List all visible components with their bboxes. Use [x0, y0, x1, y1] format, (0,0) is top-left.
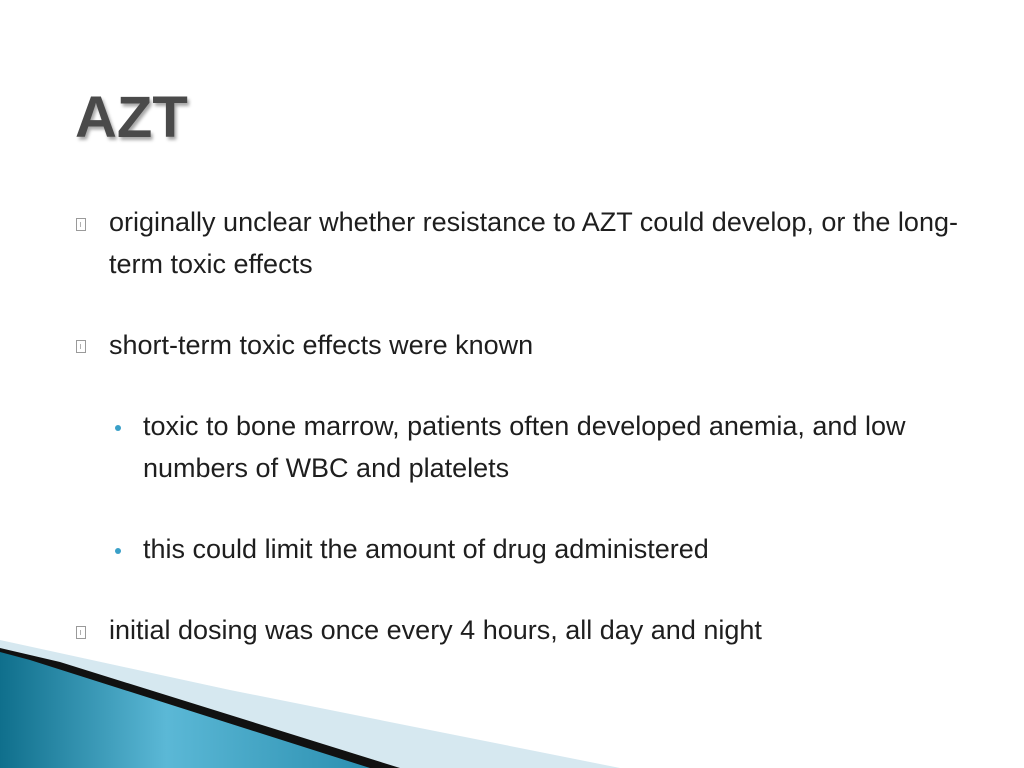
- bullet-text: originally unclear whether resistance to AZT could develop, or the long-term toxic effects: [109, 207, 958, 279]
- slide-title: AZT: [75, 85, 188, 150]
- bullet-text: short-term toxic effects were known: [109, 330, 534, 360]
- sub-bullet-text: this could limit the amount of drug administered: [143, 534, 709, 564]
- bullet-text: initial dosing was once every 4 hours, all day and night: [109, 615, 762, 645]
- sub-bullet-text: toxic to bone marrow, patients often developed anemia, and low numbers of WBC and platelets: [143, 411, 906, 483]
